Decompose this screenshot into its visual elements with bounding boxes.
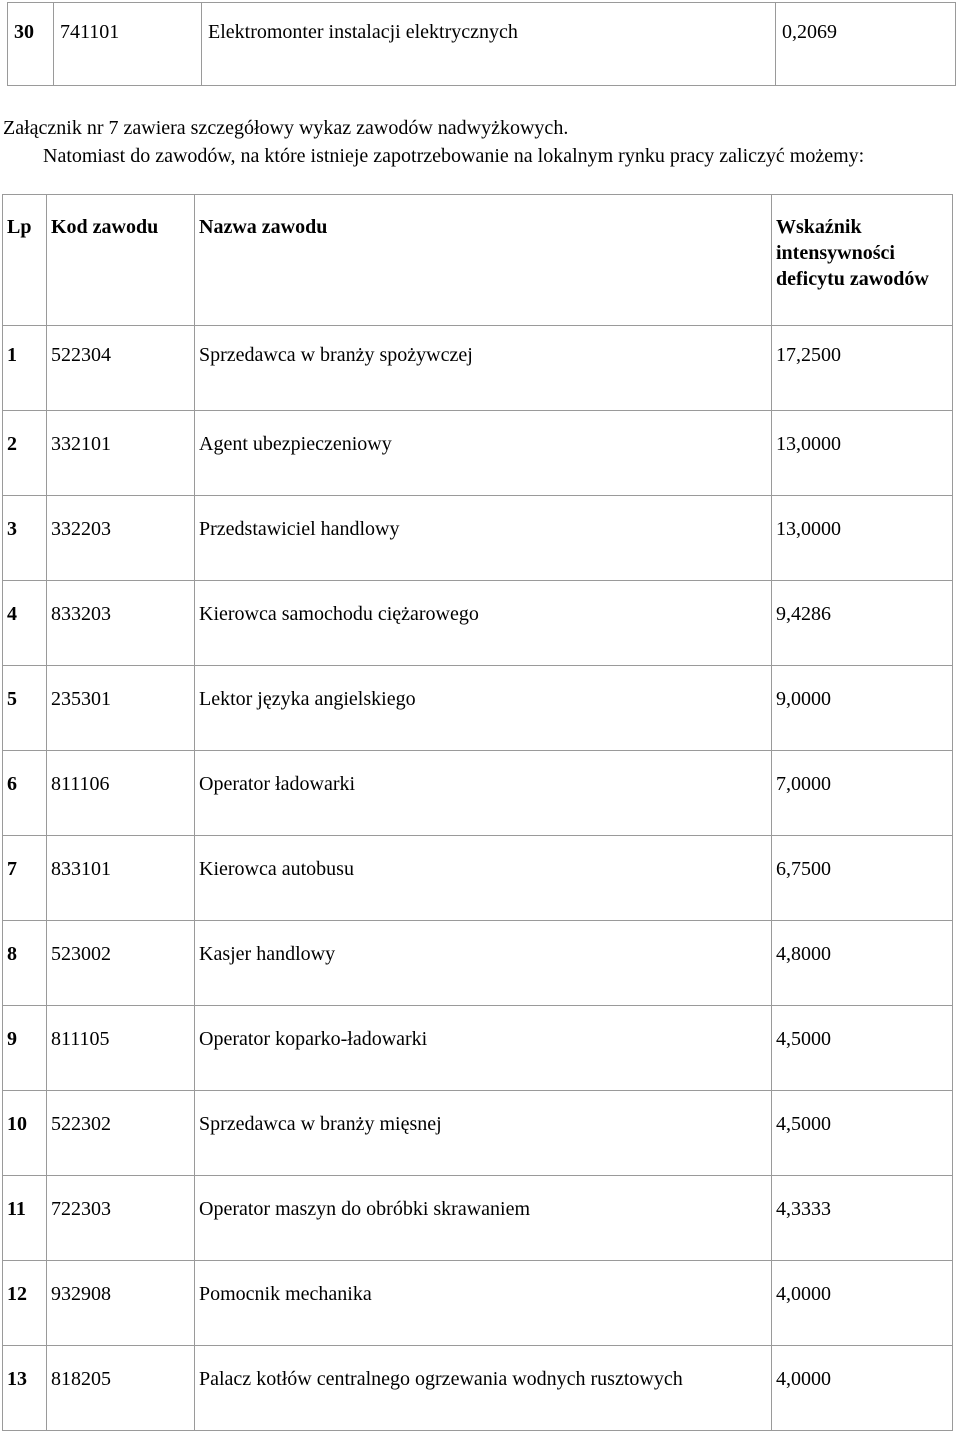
value-cell: 4,5000 xyxy=(772,1091,953,1176)
name-cell: Elektromonter instalacji elektrycznych xyxy=(202,3,776,86)
code-cell: 811105 xyxy=(47,1006,195,1091)
lp-cell: 4 xyxy=(3,581,47,666)
name-cell: Palacz kotłów centralnego ogrzewania wodnych rusztowych xyxy=(195,1346,772,1431)
table-row xyxy=(3,1261,953,1346)
lp-cell: 10 xyxy=(3,1091,47,1176)
table-row xyxy=(3,751,953,836)
table-row xyxy=(3,496,953,581)
header-code: Kod zawodu xyxy=(47,195,195,326)
name-cell: Lektor języka angielskiego xyxy=(195,666,772,751)
header-index: Wskaźnik intensywności deficytu zawodów xyxy=(772,195,953,326)
value-cell: 4,0000 xyxy=(772,1261,953,1346)
name-cell: Pomocnik mechanika xyxy=(195,1261,772,1346)
code-cell: 522302 xyxy=(47,1091,195,1176)
lp-cell: 7 xyxy=(3,836,47,921)
code-cell: 741101 xyxy=(54,3,202,86)
table-row xyxy=(3,1091,953,1176)
value-cell: 4,0000 xyxy=(772,1346,953,1431)
code-cell: 523002 xyxy=(47,921,195,1006)
table-row xyxy=(3,666,953,751)
lp-cell: 11 xyxy=(3,1176,47,1261)
value-cell: 0,2069 xyxy=(776,3,956,86)
name-cell: Operator ładowarki xyxy=(195,751,772,836)
lp-cell: 1 xyxy=(3,326,47,411)
code-cell: 522304 xyxy=(47,326,195,411)
lp-cell: 12 xyxy=(3,1261,47,1346)
header-lp: Lp xyxy=(3,195,47,326)
table-row xyxy=(3,1176,953,1261)
lp-cell: 8 xyxy=(3,921,47,1006)
intro-paragraph: Natomiast do zawodów, na które istnieje zapotrzebowanie na lokalnym rynku pracy zaliczyć możemy: xyxy=(43,145,865,167)
value-cell: 13,0000 xyxy=(772,411,953,496)
value-cell: 4,3333 xyxy=(772,1176,953,1261)
lp-cell: 9 xyxy=(3,1006,47,1091)
value-cell: 17,2500 xyxy=(772,326,953,411)
code-cell: 722303 xyxy=(47,1176,195,1261)
value-cell: 6,7500 xyxy=(772,836,953,921)
name-cell: Agent ubezpieczeniowy xyxy=(195,411,772,496)
name-cell: Sprzedawca w branży spożywczej xyxy=(195,326,772,411)
name-cell: Kasjer handlowy xyxy=(195,921,772,1006)
lp-cell: 5 xyxy=(3,666,47,751)
code-cell: 332101 xyxy=(47,411,195,496)
value-cell: 9,4286 xyxy=(772,581,953,666)
value-cell: 4,8000 xyxy=(772,921,953,1006)
header-row xyxy=(3,195,953,326)
lp-cell: 6 xyxy=(3,751,47,836)
code-cell: 833101 xyxy=(47,836,195,921)
name-cell: Sprzedawca w branży mięsnej xyxy=(195,1091,772,1176)
table-row xyxy=(3,1006,953,1091)
table-row xyxy=(3,836,953,921)
lp-cell: 2 xyxy=(3,411,47,496)
table-row xyxy=(8,3,956,86)
lp-cell: 13 xyxy=(3,1346,47,1431)
table-row xyxy=(3,411,953,496)
name-cell: Operator koparko-ładowarki xyxy=(195,1006,772,1091)
attachment-note: Załącznik nr 7 zawiera szczegółowy wykaz zawodów nadwyżkowych. xyxy=(3,117,569,139)
lp-cell: 30 xyxy=(8,3,54,86)
table-row xyxy=(3,326,953,411)
name-cell: Kierowca autobusu xyxy=(195,836,772,921)
code-cell: 833203 xyxy=(47,581,195,666)
code-cell: 932908 xyxy=(47,1261,195,1346)
value-cell: 13,0000 xyxy=(772,496,953,581)
table-row xyxy=(3,581,953,666)
value-cell: 7,0000 xyxy=(772,751,953,836)
name-cell: Przedstawiciel handlowy xyxy=(195,496,772,581)
value-cell: 4,5000 xyxy=(772,1006,953,1091)
code-cell: 818205 xyxy=(47,1346,195,1431)
name-cell: Kierowca samochodu ciężarowego xyxy=(195,581,772,666)
code-cell: 332203 xyxy=(47,496,195,581)
deficit-occupations-table xyxy=(2,194,953,1431)
value-cell: 9,0000 xyxy=(772,666,953,751)
code-cell: 235301 xyxy=(47,666,195,751)
lp-cell: 3 xyxy=(3,496,47,581)
table-row xyxy=(3,921,953,1006)
previous-table-fragment xyxy=(7,2,956,86)
name-cell: Operator maszyn do obróbki skrawaniem xyxy=(195,1176,772,1261)
table-row xyxy=(3,1346,953,1431)
code-cell: 811106 xyxy=(47,751,195,836)
header-name: Nazwa zawodu xyxy=(195,195,772,326)
